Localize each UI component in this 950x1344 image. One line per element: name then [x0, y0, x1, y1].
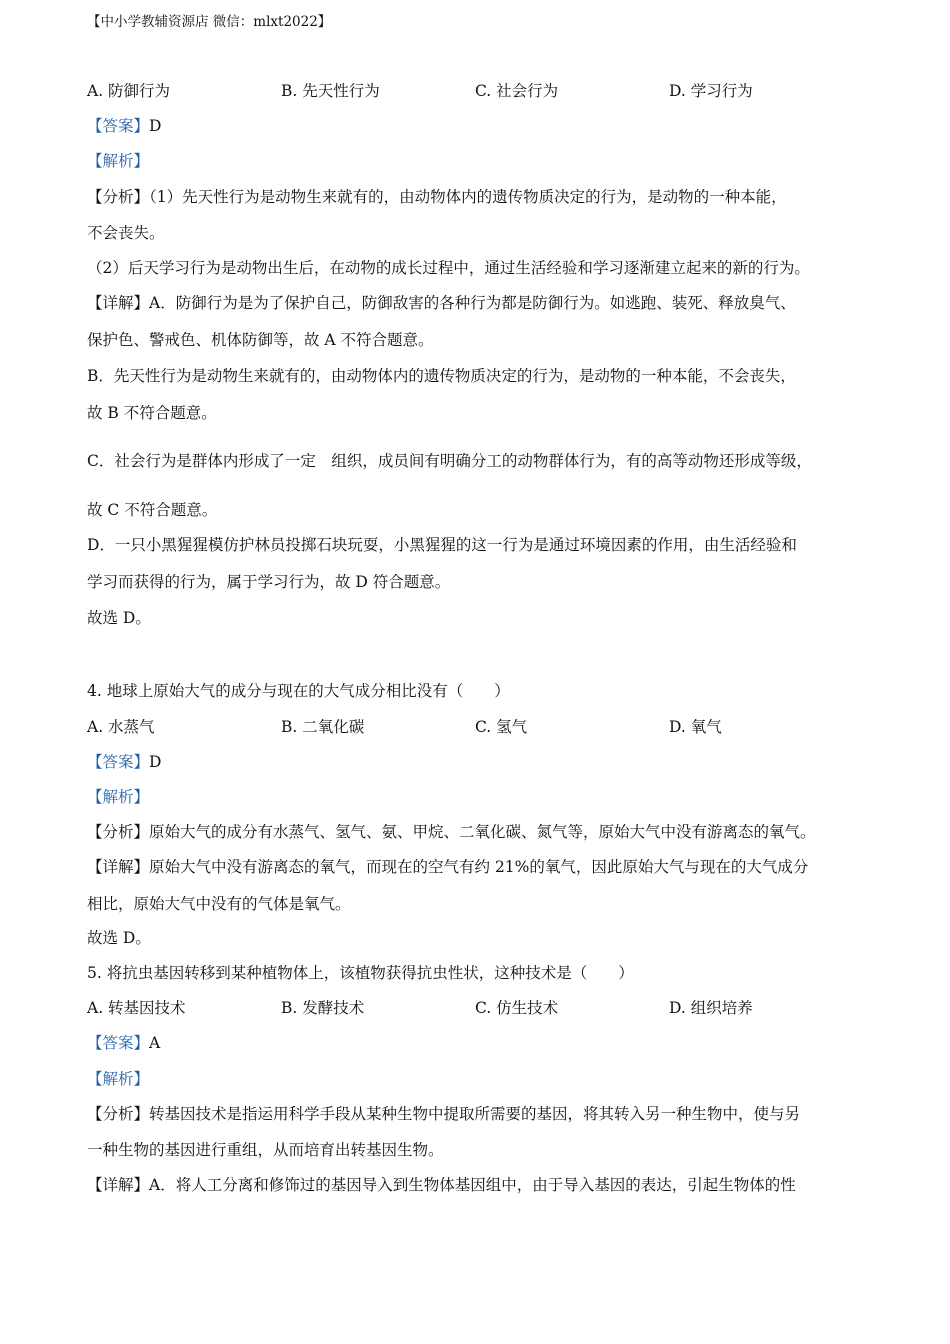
detail-label: 【详解】: [87, 858, 150, 876]
analysis-text: 转基因技术是指运用科学手段从某种生物中提取所需要的基因，将其转入另一种生物中，使与另: [149, 1105, 801, 1123]
q3-detail-d: D．一只小黑猩猩模仿护林员投掷石块玩耍，小黑猩猩的这一行为是通过环境因素的作用，由生活经验和: [87, 536, 797, 554]
q3-detail-b2: 故 B 不符合题意。: [87, 404, 217, 422]
q3-detail-c: C．社会行为是群体内形成了一定 组织，成员间有明确分工的动物群体行为，有的高等动物还形成等级，: [87, 452, 812, 470]
q4-analysis-tag: 【解析】: [87, 788, 150, 806]
option-a: A. 水蒸气: [87, 718, 155, 736]
q4-detail-2: 相比，原始大气中没有的气体是氧气。: [87, 895, 351, 913]
q3-detail-d2: 学习而获得的行为，属于学习行为，故 D 符合题意。: [87, 573, 451, 591]
option-b: B. 先天性行为: [281, 82, 380, 100]
q3-analysis-line-2: （2）后天学习行为是动物出生后，在动物的成长过程中，通过生活经验和学习逐渐建立起来的新的行为。: [87, 259, 810, 277]
detail-text: A．将人工分离和修饰过的基因导入到生物体基因组中，由于导入基因的表达，引起生物体的性: [149, 1176, 796, 1194]
answer-tag: 【答案】: [87, 753, 150, 771]
answer-value: D: [149, 117, 162, 135]
q4-detail-1: [87, 857, 808, 877]
option-d: D. 氧气: [669, 718, 722, 736]
option-d: D. 组织培养: [669, 999, 753, 1017]
option-c: C. 仿生技术: [475, 999, 559, 1017]
q5-answer: [87, 1033, 160, 1053]
q5-analysis-tag: 【解析】: [87, 1070, 150, 1088]
option-b: B. 二氧化碳: [281, 718, 365, 736]
q5-detail-1: [87, 1175, 796, 1195]
detail-text: A．防御行为是为了保护自己，防御敌害的各种行为都是防御行为。如逃跑、装死、释放臭气、: [149, 294, 796, 312]
q5-analysis-2: 一种生物的基因进行重组，从而培育出转基因生物。: [87, 1141, 444, 1159]
detail-label: 【详解】: [87, 1176, 150, 1194]
q5-question: 5. 将抗虫基因转移到某种植物体上，该植物获得抗虫性状，这种技术是（ ）: [87, 964, 634, 982]
q4-answer: [87, 752, 161, 772]
q5-analysis-1: [87, 1104, 800, 1124]
analysis-text: 原始大气的成分有水蒸气、氢气、氨、甲烷、二氧化碳、氮气等，原始大气中没有游离态的氧气。: [149, 823, 816, 841]
option-c: C. 社会行为: [475, 82, 559, 100]
q3-detail-a: [87, 293, 796, 313]
answer-tag: 【答案】: [87, 1034, 150, 1052]
q3-detail-c2: 故 C 不符合题意。: [87, 501, 218, 519]
q4-conclusion: 故选 D。: [87, 929, 151, 947]
q3-conclusion: 故选 D。: [87, 609, 151, 627]
answer-value: A: [149, 1034, 161, 1052]
detail-text: 原始大气中没有游离态的氧气，而现在的空气有约 21%的氧气，因此原始大气与现在的大气成分: [149, 858, 809, 876]
option-c: C. 氢气: [475, 718, 528, 736]
analysis-text: （1）先天性行为是动物生来就有的，由动物体内的遗传物质决定的行为，是动物的一种本能，: [149, 188, 787, 206]
q3-detail-b: B．先天性行为是动物生来就有的，由动物体内的遗传物质决定的行为，是动物的一种本能，不会丧失，: [87, 367, 796, 385]
q4-question: 4. 地球上原始大气的成分与现在的大气成分相比没有（ ）: [87, 682, 510, 700]
analysis-label: 【分析】: [87, 823, 150, 841]
q3-analysis-tag: 【解析】: [87, 152, 150, 170]
option-a: A. 转基因技术: [87, 999, 186, 1017]
q3-analysis-line-1b: 不会丧失。: [87, 224, 165, 242]
option-b: B. 发酵技术: [281, 999, 365, 1017]
q3-analysis-line-1: [87, 187, 787, 207]
q3-detail-a2: 保护色、警戒色、机体防御等，故 A 不符合题意。: [87, 331, 434, 349]
page-header: 【中小学教辅资源店 微信：mlxt2022】: [87, 14, 332, 30]
option-d: D. 学习行为: [669, 82, 753, 100]
q3-answer: [87, 116, 161, 136]
detail-label: 【详解】: [87, 294, 150, 312]
answer-value: D: [149, 753, 162, 771]
analysis-label: 【分析】: [87, 188, 150, 206]
answer-tag: 【答案】: [87, 117, 150, 135]
analysis-label: 【分析】: [87, 1105, 150, 1123]
q4-analysis: [87, 822, 816, 842]
option-a: A. 防御行为: [87, 82, 171, 100]
